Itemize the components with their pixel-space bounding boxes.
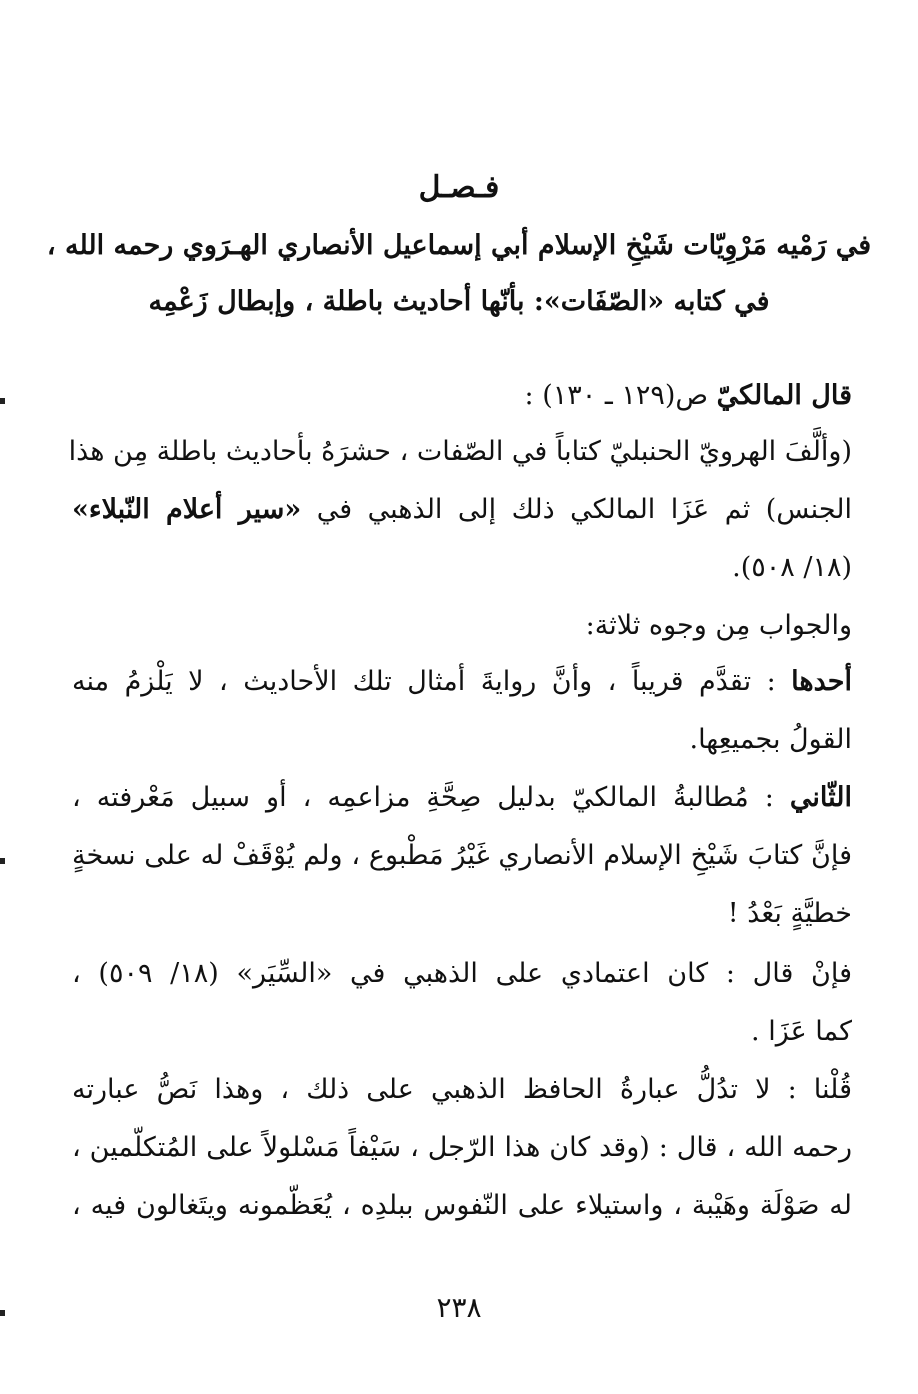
section-subtitle-line-2: في كتابه «الصّفَات»: بأنّها أحاديث باطلة ، وإبطال زَعْمِه bbox=[148, 286, 770, 317]
body-line-8 bbox=[72, 778, 852, 818]
body-line-14: رحمه الله ، قال : (وقد كان هذا الرّجل ، سَيْفاً مَسْلولاً على المُتكلّمين ، bbox=[72, 1132, 852, 1163]
point-two-label: الثّاني bbox=[789, 782, 852, 813]
body-line-2: (وألَّفَ الهرويّ الحنبليّ كتاباً في الصّفات ، حشرَهُ بأحاديث باطلة مِن هذا bbox=[68, 436, 852, 467]
section-subtitle-line-1: في رَمْيه مَرْوِيّات شَيْخِ الإسلام أبي إسماعيل الأنصاري الهـرَوي رحمه الله ، bbox=[46, 230, 872, 261]
body-line-12: كما عَزَا . bbox=[751, 1016, 852, 1047]
page-number: ٢٣٨ bbox=[436, 1291, 482, 1324]
section-title: فـصـل bbox=[418, 170, 500, 205]
body-line-13: قُلْنا : لا تدُلُّ عبارةُ الحافظ الذهبي على ذلك ، وهذا نَصُّ عبارته bbox=[72, 1074, 852, 1105]
point-one-text: : تقدَّم قريباً ، وأنَّ روايةَ أمثال تلك الأحاديث ، لا يَلْزمُ منه bbox=[72, 666, 792, 697]
point-one-label: أحدها bbox=[791, 666, 852, 697]
speaker-label: قال المالكيّ bbox=[716, 380, 852, 411]
body-line-3-text: الجنس) ثم عَزَا المالكي ذلك إلى الذهبي في bbox=[301, 494, 852, 525]
body-line-3 bbox=[72, 490, 852, 530]
body-line-4: (١٨/ ٥٠٨). bbox=[732, 552, 852, 583]
scan-margin-mark bbox=[0, 398, 5, 404]
body-line-11: فإنْ قال : كان اعتمادي على الذهبي في «السِّيَر» (١٨/ ٥٠٩) ، bbox=[72, 958, 852, 989]
body-line-1 bbox=[525, 376, 852, 416]
body-line-15: له صَوْلَة وهَيْبة ، واستيلاء على النّفوس ببلدِه ، يُعَظّمونه ويتَغالون فيه ، bbox=[72, 1190, 852, 1221]
scan-margin-mark bbox=[0, 858, 5, 864]
body-line-10: خطيَّةٍ بَعْدُ ! bbox=[727, 898, 852, 929]
scan-margin-mark bbox=[0, 1310, 5, 1316]
body-line-5: والجواب مِن وجوه ثلاثة: bbox=[585, 610, 852, 641]
page-reference: ص(١٢٩ ـ ١٣٠) : bbox=[524, 380, 717, 411]
body-line-7: القولُ بجميعِها. bbox=[689, 724, 852, 755]
point-two-text: : مُطالبةُ المالكيّ بدليل صِحَّةِ مزاعمِه ، أو سبيل مَعْرفته ، bbox=[72, 782, 790, 813]
book-title-reference: «سير أعلام النّبلاء» bbox=[72, 494, 302, 525]
body-line-9: فإنَّ كتابَ شَيْخِ الإسلام الأنصاري غَيْرُ مَطْبوع ، ولم يُوْقَفْ له على نسخةٍ bbox=[72, 840, 852, 871]
body-line-6 bbox=[72, 662, 852, 702]
